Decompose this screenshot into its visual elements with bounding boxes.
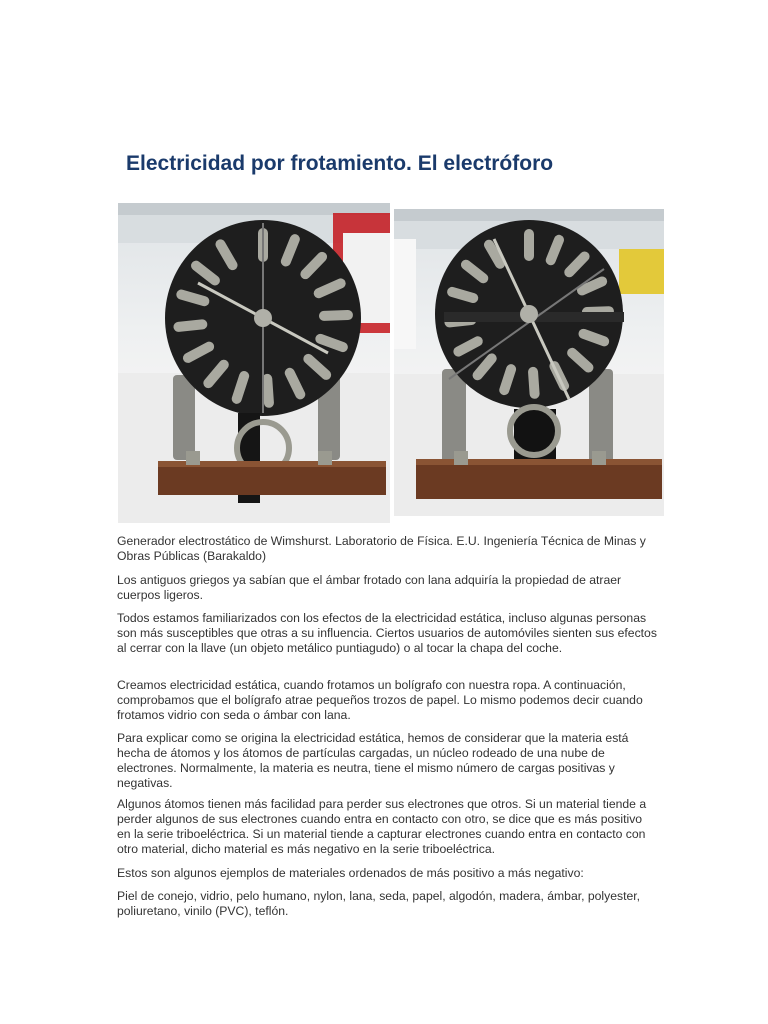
wimshurst-generator-photo-front — [118, 203, 390, 523]
paragraph: Algunos átomos tienen más facilidad para perder sus electrones que otros. Si un material tiende a perder algunos de sus electrones cuando entra en contacto con otro, se dice que es más positivo en la serie triboeléctrica. Si un material tiende a capturar electrones cuando entra en contacto con otro material, dicho material es más negativo en la serie triboeléctrica. — [117, 797, 647, 856]
photo-caption: Generador electrostático de Wimshurst. Laboratorio de Física. E.U. Ingeniería Técnica de Minas y Obras Públicas (Barakaldo) — [117, 534, 646, 563]
paragraph: Para explicar como se origina la electricidad estática, hemos de considerar que la materia está hecha de átomos y los átomos de partículas cargadas, un núcleo rodeado de una nube de electrones. Normalmente, la materia es neutra, tiene el mismo número de cargas positivas y negativas. — [117, 731, 629, 790]
paragraph: Estos son algunos ejemplos de materiales ordenados de más positivo a más negativo: — [117, 866, 584, 880]
paragraph: Piel de conejo, vidrio, pelo humano, nylon, lana, seda, papel, algodón, madera, ámbar, polyester, poliuretano, vinilo (PVC), teflón. — [117, 889, 641, 918]
paragraph: Creamos electricidad estática, cuando frotamos un bolígrafo con nuestra ropa. A continuación, comprobamos que el bolígrafo atrae pequeños trozos de papel. Lo mismo podemos decir cuando frotamos vidrio con seda o ámbar con lana. — [117, 678, 643, 722]
wimshurst-generator-illustration — [394, 209, 664, 516]
paragraph: Los antiguos griegos ya sabían que el ámbar frotado con lana adquiría la propiedad de atraer cuerpos ligeros. — [117, 573, 622, 602]
wimshurst-generator-illustration — [118, 203, 390, 523]
page-title: Electricidad por frotamiento. El electróforo — [126, 152, 554, 175]
wimshurst-generator-photo-side — [394, 209, 664, 516]
paragraph: Todos estamos familiarizados con los efectos de la electricidad estática, incluso algunas personas son más susceptibles que otras a su influencia. Ciertos usuarios de automóviles sienten sus efectos al cerrar con la llave (un objeto metálico puntiagudo) o al tocar la chapa del coche. — [117, 611, 657, 655]
